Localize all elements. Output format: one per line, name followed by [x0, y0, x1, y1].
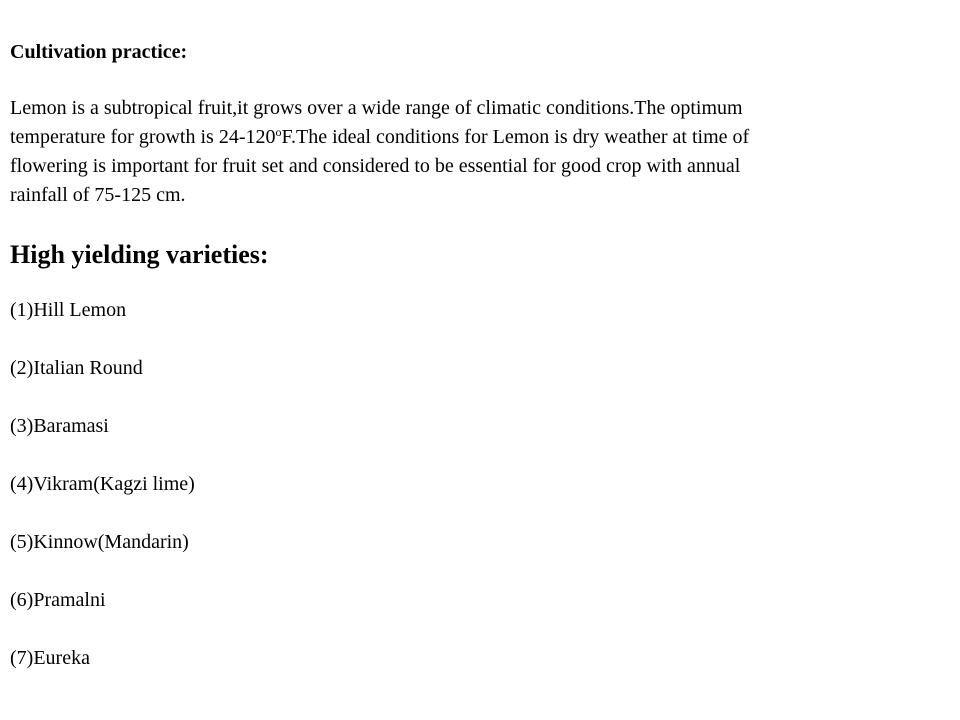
variety-item: (3)Baramasi [10, 415, 109, 437]
paragraph-line: Lemon is a subtropical fruit,it grows over a wide range of climatic conditions.The optimum [10, 97, 743, 119]
variety-item: (6)Pramalni [10, 589, 106, 611]
cultivation-paragraph [10, 94, 940, 210]
paragraph-line: flowering is important for fruit set and considered to be essential for good crop with annual [10, 155, 741, 177]
cultivation-heading: Cultivation practice: [10, 41, 188, 63]
paragraph-line: rainfall of 75-125 cm. [10, 184, 186, 206]
variety-item: (5)Kinnow(Mandarin) [10, 531, 189, 553]
varieties-heading: High yielding varieties: [10, 240, 269, 269]
paragraph-line-with-superscript [10, 123, 940, 152]
variety-item: (7)Eureka [10, 647, 90, 669]
temperature-text: temperature for growth is 24-120 [10, 126, 276, 148]
variety-item: (2)Italian Round [10, 357, 143, 379]
variety-item: (1)Hill Lemon [10, 299, 127, 321]
variety-item: (4)Vikram(Kagzi lime) [10, 473, 195, 495]
degree-superscript: o [275, 125, 282, 139]
conditions-text: F.The ideal conditions for Lemon is dry weather at time of [281, 126, 750, 148]
varieties-list [10, 296, 195, 702]
